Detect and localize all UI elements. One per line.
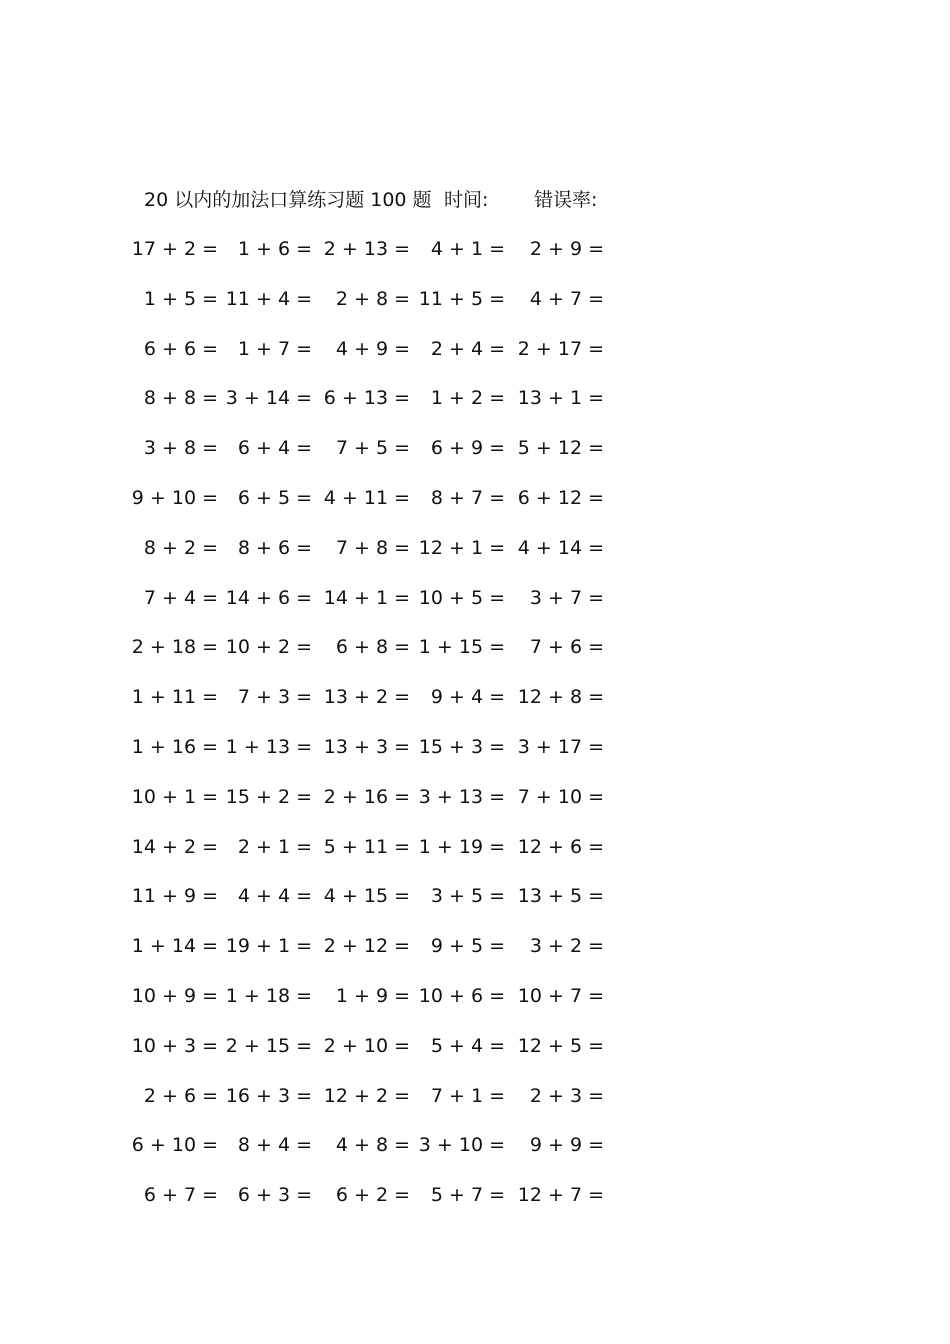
addition-problem: 10 + 2 = — [225, 636, 312, 659]
addition-problem: 1 + 15 = — [418, 636, 505, 659]
problem-row — [0, 931, 950, 961]
problem-row — [0, 682, 950, 712]
addition-problem: 2 + 12 = — [323, 935, 410, 958]
addition-problem: 1 + 19 = — [418, 835, 505, 858]
addition-problem: 12 + 1 = — [418, 536, 505, 559]
addition-problem: 15 + 2 = — [225, 785, 312, 808]
addition-problem: 6 + 4 = — [237, 437, 312, 460]
addition-problem: 1 + 18 = — [225, 985, 312, 1007]
addition-problem: 6 + 3 = — [237, 1184, 312, 1207]
addition-problem: 7 + 8 = — [335, 536, 410, 559]
addition-problem: 6 + 12 = — [517, 487, 604, 509]
addition-problem: 8 + 8 = — [143, 387, 218, 410]
addition-problem: 8 + 4 = — [237, 1134, 312, 1157]
addition-problem: 13 + 3 = — [323, 736, 410, 758]
addition-problem: 2 + 1 = — [237, 835, 312, 858]
addition-problem: 4 + 15 = — [323, 885, 410, 908]
addition-problem: 1 + 14 = — [131, 935, 218, 958]
addition-problem: 9 + 9 = — [529, 1134, 604, 1157]
addition-problem: 15 + 3 = — [418, 736, 505, 758]
addition-problem: 2 + 18 = — [131, 636, 218, 659]
addition-problem: 1 + 16 = — [131, 736, 218, 758]
addition-problem: 13 + 2 = — [323, 686, 410, 709]
addition-problem: 3 + 5 = — [430, 885, 505, 908]
problem-row — [0, 483, 950, 513]
addition-problem: 2 + 3 = — [529, 1084, 604, 1107]
addition-problem: 12 + 6 = — [517, 835, 604, 858]
addition-problem: 3 + 7 = — [529, 586, 604, 609]
addition-problem: 1 + 13 = — [225, 736, 312, 758]
addition-problem: 4 + 4 = — [237, 885, 312, 908]
addition-problem: 6 + 13 = — [323, 387, 410, 410]
problem-row — [0, 1031, 950, 1061]
addition-problem: 2 + 16 = — [323, 785, 410, 808]
addition-problem: 10 + 5 = — [418, 586, 505, 609]
worksheet-title: 20 以内的加法口算练习题 100 题 — [144, 189, 432, 211]
problem-row — [0, 632, 950, 662]
addition-problem: 10 + 3 = — [131, 1034, 218, 1057]
addition-problem: 3 + 10 = — [418, 1134, 505, 1157]
addition-problem: 4 + 11 = — [323, 487, 410, 509]
addition-problem: 2 + 15 = — [225, 1034, 312, 1057]
addition-problem: 7 + 5 = — [335, 437, 410, 460]
addition-problem: 6 + 6 = — [143, 337, 218, 360]
addition-problem: 1 + 9 = — [335, 985, 410, 1007]
problem-row — [0, 334, 950, 364]
addition-problem: 9 + 10 = — [131, 487, 218, 509]
addition-problem: 1 + 7 = — [237, 337, 312, 360]
problem-row — [0, 234, 950, 264]
addition-problem: 9 + 5 = — [430, 935, 505, 958]
problem-row — [0, 832, 950, 862]
addition-problem: 10 + 6 = — [418, 985, 505, 1007]
addition-problem: 4 + 1 = — [430, 238, 505, 260]
problem-row — [0, 1081, 950, 1111]
addition-problem: 14 + 6 = — [225, 586, 312, 609]
addition-problem: 3 + 14 = — [225, 387, 312, 410]
addition-problem: 3 + 2 = — [529, 935, 604, 958]
addition-problem: 2 + 10 = — [323, 1034, 410, 1057]
addition-problem: 7 + 1 = — [430, 1084, 505, 1107]
addition-problem: 4 + 14 = — [517, 536, 604, 559]
addition-problem: 10 + 9 = — [131, 985, 218, 1007]
problem-row — [0, 732, 950, 762]
addition-problem: 7 + 6 = — [529, 636, 604, 659]
addition-problem: 13 + 5 = — [517, 885, 604, 908]
addition-problem: 12 + 7 = — [517, 1184, 604, 1207]
addition-problem: 6 + 2 = — [335, 1184, 410, 1207]
addition-problem: 1 + 11 = — [131, 686, 218, 709]
addition-problem: 4 + 8 = — [335, 1134, 410, 1157]
addition-problem: 2 + 8 = — [335, 287, 410, 310]
time-label: 时间: — [444, 189, 489, 211]
addition-problem: 12 + 2 = — [323, 1084, 410, 1107]
addition-problem: 7 + 3 = — [237, 686, 312, 709]
addition-problem: 6 + 9 = — [430, 437, 505, 460]
addition-problem: 8 + 2 = — [143, 536, 218, 559]
addition-problem: 12 + 5 = — [517, 1034, 604, 1057]
addition-problem: 10 + 7 = — [517, 985, 604, 1007]
addition-problem: 5 + 11 = — [323, 835, 410, 858]
addition-problem: 3 + 8 = — [143, 437, 218, 460]
addition-problem: 7 + 10 = — [517, 785, 604, 808]
addition-problem: 1 + 6 = — [237, 238, 312, 260]
addition-problem: 1 + 5 = — [143, 287, 218, 310]
problem-row — [0, 433, 950, 463]
worksheet-header — [144, 186, 598, 214]
problem-row — [0, 1130, 950, 1160]
addition-problem: 14 + 1 = — [323, 586, 410, 609]
addition-problem: 16 + 3 = — [225, 1084, 312, 1107]
addition-problem: 11 + 4 = — [225, 287, 312, 310]
problem-row — [0, 583, 950, 613]
addition-problem: 2 + 13 = — [323, 238, 410, 260]
problem-row — [0, 981, 950, 1011]
addition-problem: 8 + 6 = — [237, 536, 312, 559]
error-rate-label: 错误率: — [534, 189, 598, 211]
problem-row — [0, 881, 950, 911]
addition-problem: 14 + 2 = — [131, 835, 218, 858]
addition-problem: 11 + 9 = — [131, 885, 218, 908]
addition-problem: 1 + 2 = — [430, 387, 505, 410]
addition-problem: 2 + 6 = — [143, 1084, 218, 1107]
problem-row — [0, 1180, 950, 1210]
addition-problem: 6 + 8 = — [335, 636, 410, 659]
addition-problem: 19 + 1 = — [225, 935, 312, 958]
addition-problem: 3 + 17 = — [517, 736, 604, 758]
addition-problem: 11 + 5 = — [418, 287, 505, 310]
addition-problem: 8 + 7 = — [430, 487, 505, 509]
addition-problem: 10 + 1 = — [131, 785, 218, 808]
addition-problem: 5 + 12 = — [517, 437, 604, 460]
problem-row — [0, 383, 950, 413]
problem-row — [0, 533, 950, 563]
addition-problem: 6 + 7 = — [143, 1184, 218, 1207]
addition-problem: 6 + 5 = — [237, 487, 312, 509]
addition-problem: 4 + 7 = — [529, 287, 604, 310]
problem-row — [0, 284, 950, 314]
addition-problem: 12 + 8 = — [517, 686, 604, 709]
addition-problem: 17 + 2 = — [131, 238, 218, 260]
problem-row — [0, 782, 950, 812]
addition-problem: 5 + 7 = — [430, 1184, 505, 1207]
addition-problem: 7 + 4 = — [143, 586, 218, 609]
addition-problem: 9 + 4 = — [430, 686, 505, 709]
addition-problem: 2 + 9 = — [529, 238, 604, 260]
addition-problem: 2 + 17 = — [517, 337, 604, 360]
addition-problem: 4 + 9 = — [335, 337, 410, 360]
addition-problem: 6 + 10 = — [131, 1134, 218, 1157]
addition-problem: 3 + 13 = — [418, 785, 505, 808]
addition-problem: 2 + 4 = — [430, 337, 505, 360]
addition-problem: 5 + 4 = — [430, 1034, 505, 1057]
addition-problem: 13 + 1 = — [517, 387, 604, 410]
